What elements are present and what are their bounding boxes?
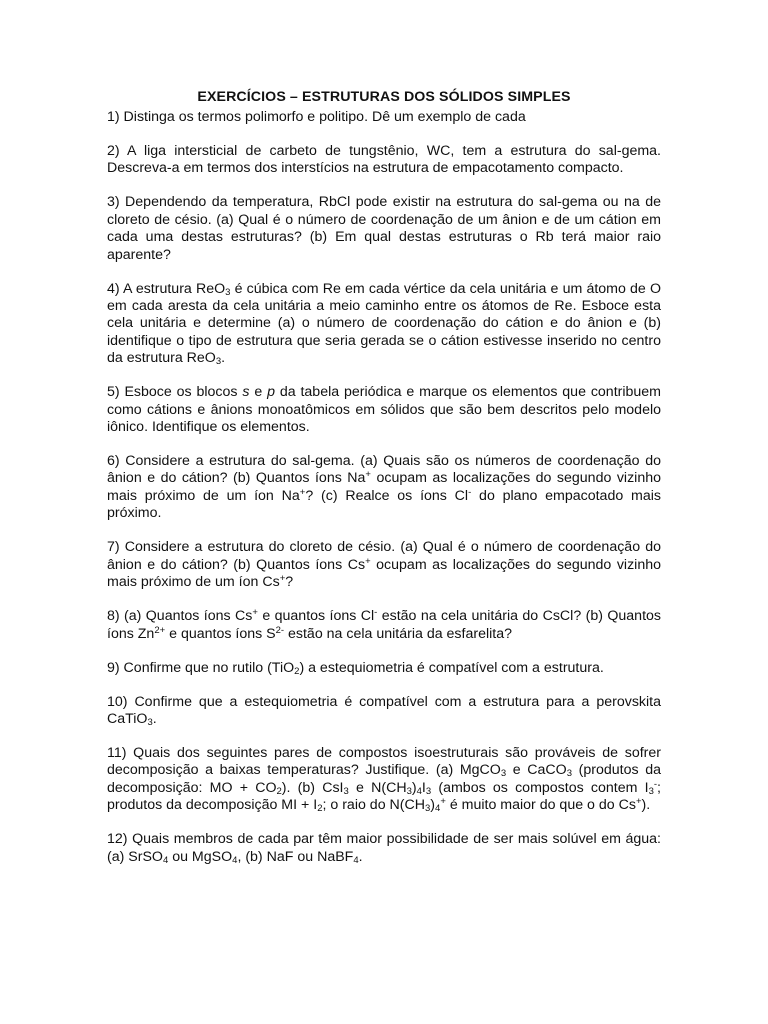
subscript: 3 [215,356,222,368]
superscript: - [653,778,658,790]
superscript: + [252,607,258,619]
question-text: I [421,779,426,796]
document-title: EXERCÍCIOS – ESTRUTURAS DOS SÓLIDOS SIMPLES [197,89,571,105]
question-12 [107,831,661,866]
question-5 [107,384,661,436]
question-text: 11) Quais dos seguintes pares de compostos isoestruturais são prováveis de sofrer decomposição a baixas temperaturas? Justifique. (a) MgCO [107,744,661,779]
question-text: é cúbica com Re em cada vértice da cela unitária e um átomo de O em cada aresta da cela unitária a meio caminho entre os átomos de Re. Esboce esta cela unitária e determine (a) o número de coordenação do cátion e do ânion e (b) identifique o tipo de estrutura que seria gerada se o cátion estivesse inserido no centro da estrutura ReO [107,280,662,367]
subscript: 3 [425,785,432,797]
superscript: - [374,607,378,619]
subscript: 4 [435,803,441,815]
superscript: + [365,469,371,481]
question-text: ) a estequiometria é compatível com a estrutura. [299,659,604,676]
question-text: 12) Quais membros de cada par têm maior possibilidade de ser mais solúvel em água: (a) SrSO [107,831,661,865]
question-text: ; o raio do N(CH [322,797,425,814]
question-10 [107,694,661,729]
subscript: 3 [225,286,231,298]
subscript: 3 [147,716,153,728]
question-text: 1) Distinga os termos polimorfo e politipo. Dê um exemplo de cada [107,109,526,125]
question-text: estão na cela unitária do CsCl? (b) Quantos íons Zn [107,608,661,642]
question-text: 4) A estrutura ReO [107,280,226,297]
superscript: 2- [275,624,285,636]
question-text: ) [430,797,436,814]
question-text: ). (b) CsI [281,779,344,796]
question-list [107,109,661,866]
question-text: e CaCO [506,762,567,779]
subscript: 4 [353,854,359,866]
superscript: + [635,796,642,808]
question-3 [107,194,661,264]
subscript: 4 [162,854,169,866]
superscript: + [279,573,286,585]
italic-text: p [267,384,275,401]
question-text: 7) Considere a estrutura do cloreto de césio. (a) Qual é o número de coordenação do ânion e do cátion? (b) Quantos íons Cs [107,539,661,573]
question-7 [107,539,661,591]
question-text: é muito maior do que o do Cs [445,797,636,814]
question-text: . [152,710,157,727]
question-text: 9) Confirme que no rutilo (TiO [107,659,295,676]
question-text: 10) Confirme que a estequiometria é compatível com a estrutura para a perovskita CaTiO [107,693,661,727]
subscript: 2 [294,665,300,677]
subscript: 3 [566,768,573,780]
question-text: 3) Dependendo da temperatura, RbCl pode existir na estrutura do sal-gema ou na de cloreto de césio. (a) Qual é o número de coordenação de um ânion e de um cátion em cada uma destas estruturas? (b) Em qual destas estruturas o Rb terá maior raio aparente? [107,194,661,263]
question-11 [107,745,661,815]
subscript: 3 [648,785,654,797]
question-text: e quantos íons S [165,625,276,642]
question-text: 8) (a) Quantos íons Cs [107,608,253,625]
superscript: + [440,796,446,808]
superscript: - [468,486,472,498]
question-text: ) [411,779,417,796]
question-text: ). [641,797,651,814]
question-text: ou MgSO [168,848,233,865]
question-text: 6) Considere a estrutura do sal-gema. (a) Quais são os números de coordenação do ânion e do cátion? (b) Quantos íons Na [107,453,661,487]
subscript: 3 [424,803,431,815]
question-1 [107,109,661,126]
question-9 [107,660,661,677]
subscript: 2 [317,803,323,815]
question-text: e [249,384,268,401]
question-text: 2) A liga intersticial de carbeto de tungstênio, WC, tem a estrutura do sal-gema. Descreva-a em termos dos interstícios na estrutura de empacotamento compacto. [107,143,661,177]
question-text: ? [285,574,294,591]
subscript: 4 [416,785,422,797]
question-text: ; produtos da decomposição MI + I [107,779,661,814]
question-text: ocupam as localizações do segundo vizinho mais próximo de um íon Cs [107,556,661,591]
question-2 [107,143,661,178]
question-text: estão na cela unitária da esfarelita? [284,625,512,642]
question-text: . [358,848,363,865]
question-text: ocupam as localizações do segundo vizinho mais próximo de um íon Na [107,470,661,504]
superscript: 2+ [154,624,166,636]
superscript: + [365,555,371,567]
question-text: (ambos os compostos contem I [431,779,649,796]
question-8 [107,608,661,643]
question-text: , (b) NaF ou NaBF [237,848,354,865]
subscript: 3 [406,785,412,797]
question-text: (produtos da decomposição: MO + CO [107,762,661,796]
question-text: e quantos íons Cl [257,608,375,625]
question-text: do plano empacotado mais próximo. [107,487,661,522]
italic-text: s [242,384,250,401]
question-text: e N(CH [348,779,407,796]
question-6 [107,453,661,523]
question-text: da tabela periódica e marque os elementos que contribuem como cátions e ânions monoatômicos em sólidos que são bem descritos pelo modelo iônico. Identifique os elementos. [107,384,661,436]
subscript: 2 [276,785,282,797]
question-text: ? (c) Realce os íons Cl [305,487,469,504]
question-text: 5) Esboce os blocos [107,384,243,401]
subscript: 4 [232,854,238,866]
question-4 [107,281,661,368]
superscript: + [299,486,306,498]
question-text: . [221,350,226,367]
subscript: 3 [500,768,507,780]
subscript: 3 [343,785,349,797]
